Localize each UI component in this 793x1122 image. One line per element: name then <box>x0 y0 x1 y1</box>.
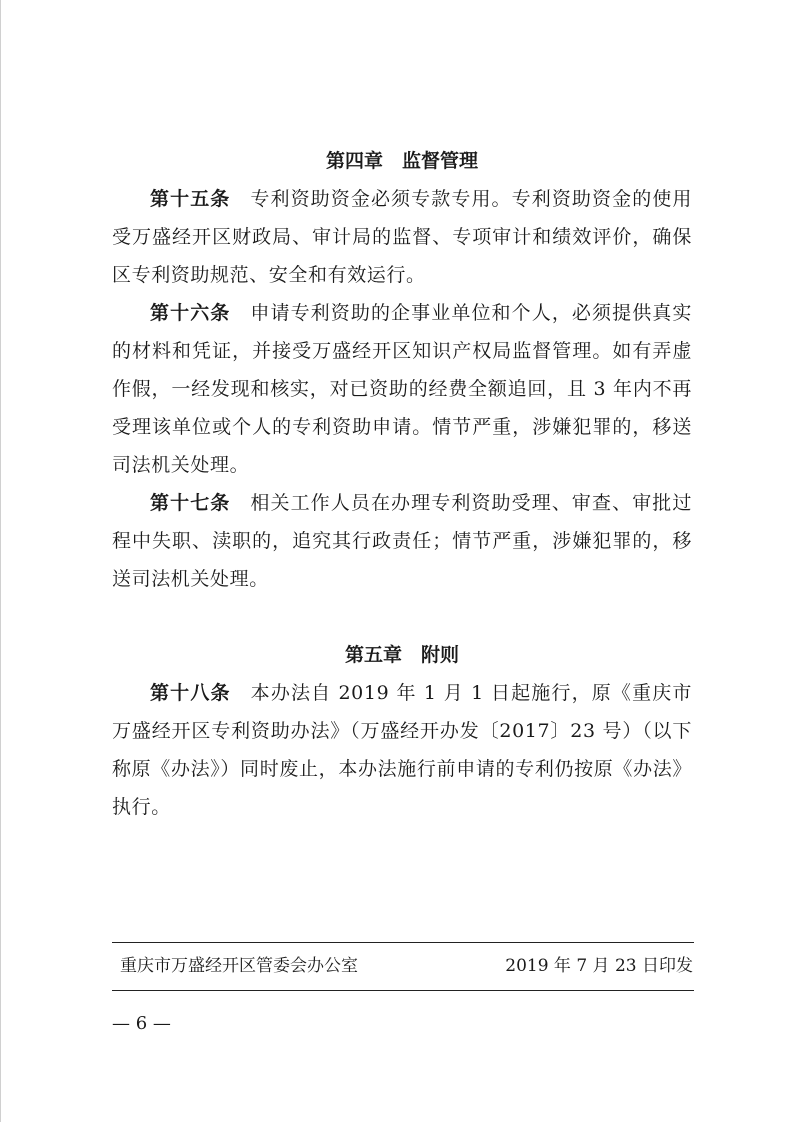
article-16 <box>112 294 692 484</box>
chapter-4-title: 第四章 监督管理 <box>325 150 478 172</box>
footer-issue-date: 2019 年 7 月 23 日印发 <box>505 956 693 976</box>
footer-top-rule <box>112 942 694 943</box>
article-16-text: 申请专利资助的企事业单位和个人，必须提供真实的材料和凭证，并接受万盛经开区知识产权局监督管理。如有弄虚作假，一经发现和核实，对已资助的经费全额追回，且 3 年内不再受理该单位或个人的专利资助申请。情节严重，涉嫌犯罪的，移送司法机关处理。 <box>112 302 692 476</box>
document-body <box>112 142 692 826</box>
article-18-text: 本办法自 2019 年 1 月 1 日起施行，原《重庆市万盛经开区专利资助办法》（万盛经开办发〔2017〕23 号）（以下称原《办法》）同时废止，本办法施行前申请的专利仍按原《办法》执行。 <box>112 682 692 818</box>
article-15-text: 专利资助资金必须专款专用。专利资助资金的使用受万盛经开区财政局、审计局的监督、专项审计和绩效评价，确保区专利资助规范、安全和有效运行。 <box>112 188 692 286</box>
section-gap <box>112 598 692 636</box>
article-18 <box>112 674 692 826</box>
article-17 <box>112 484 692 598</box>
page-edge <box>0 0 1 1122</box>
article-15-title: 第十五条 <box>150 188 231 210</box>
page-number: — 6 — <box>112 1013 171 1034</box>
article-18-title: 第十八条 <box>150 682 231 704</box>
chapter-5-title: 第五章 附则 <box>344 644 459 666</box>
article-17-text: 相关工作人员在办理专利资助受理、审查、审批过程中失职、渎职的，追究其行政责任；情节严重，涉嫌犯罪的，移送司法机关处理。 <box>112 492 692 590</box>
article-16-title: 第十六条 <box>150 302 231 324</box>
footer-issuer: 重庆市万盛经开区管委会办公室 <box>120 956 358 976</box>
footer-bottom-rule <box>112 990 694 991</box>
article-15 <box>112 180 692 294</box>
article-17-title: 第十七条 <box>150 492 231 514</box>
